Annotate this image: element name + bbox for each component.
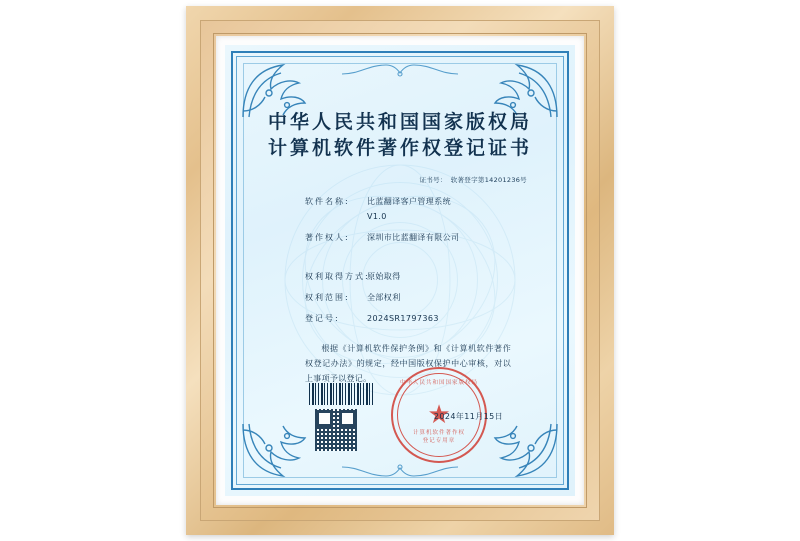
field-value-main: 比蓝翻译客户管理系统 <box>367 197 451 206</box>
certificate-number <box>251 175 549 184</box>
field-copyright-owner <box>305 232 519 244</box>
field-value: 全部权利 <box>367 293 401 302</box>
seal-top-text: 中华人民共和国国家版权局 <box>399 380 478 386</box>
certificate-content <box>251 71 549 470</box>
picture-frame <box>186 6 614 535</box>
field-label: 软件名称: <box>305 197 350 206</box>
field-value: 深圳市比蓝翻译有限公司 <box>367 233 460 242</box>
title-line-2: 计算机软件著作权登记证书 <box>267 137 532 159</box>
qr-code-icon <box>315 409 357 451</box>
seal-bottom-line-2: 登记专用章 <box>422 438 456 444</box>
certificate-page <box>225 45 575 496</box>
seal-bottom-text <box>393 429 485 445</box>
certificate-number-value: 软著登字第14201236号 <box>450 176 527 184</box>
field-rights-scope <box>305 292 519 304</box>
code-group <box>309 383 373 451</box>
issue-date: 2024年11月15日 <box>433 412 503 421</box>
field-software-name <box>305 196 519 223</box>
field-value: 2024SR1797363 <box>367 314 439 323</box>
frame-mat <box>216 36 584 505</box>
field-value-version: V1.0 <box>367 212 387 221</box>
title-line-1: 中华人民共和国国家版权局 <box>267 111 532 133</box>
field-registration-number <box>305 313 519 325</box>
certificate-number-label: 证书号： <box>419 176 447 184</box>
field-value <box>367 196 519 223</box>
field-label: 登记号: <box>305 314 340 323</box>
barcode-icon <box>309 383 373 405</box>
seal-bottom-line-1: 计算机软件著作权 <box>412 430 465 436</box>
certificate-titles <box>251 109 549 161</box>
certificate-fields <box>251 196 549 325</box>
seal-star-icon: ★ <box>427 400 451 430</box>
field-acquisition-method <box>305 271 519 283</box>
field-label: 著作权人: <box>305 233 350 242</box>
field-spacer <box>305 253 519 271</box>
field-value: 原始取得 <box>367 272 401 281</box>
statement-text: 根据《计算机软件保护条例》和《计算机软件著作权登记办法》的规定，经中国版权保护中心审核，对以上事项予以登记。 <box>305 344 511 383</box>
field-label: 权利范围: <box>305 293 350 302</box>
field-label: 权利取得方式: <box>305 272 370 281</box>
